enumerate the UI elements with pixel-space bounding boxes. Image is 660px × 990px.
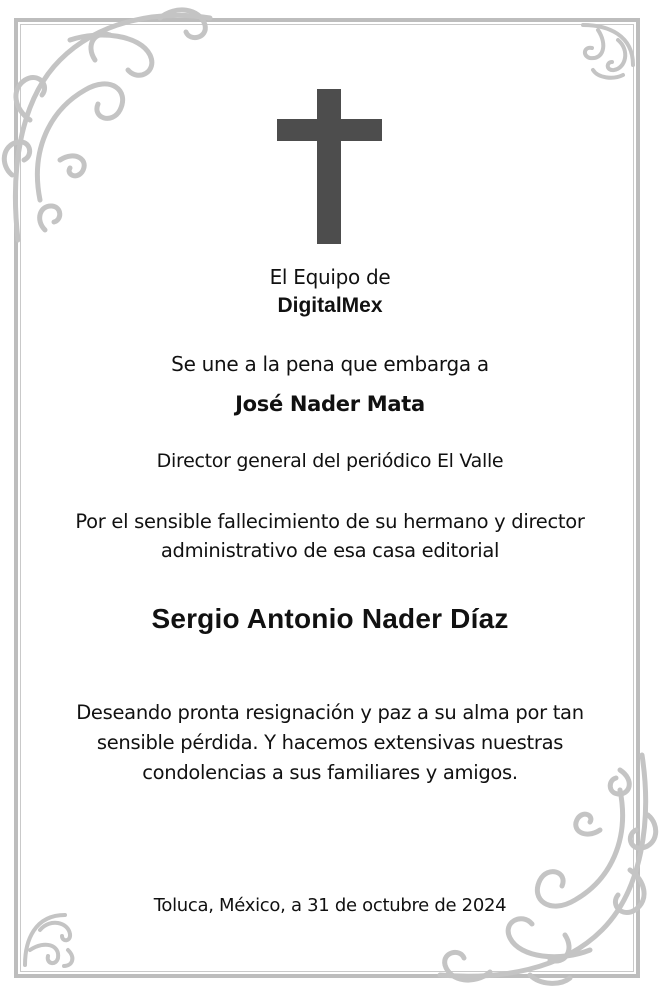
wishes-paragraph: [30, 698, 630, 788]
cross-horizontal-bar: [277, 119, 382, 141]
place-date: Toluca, México, a 31 de octubre de 2024: [153, 895, 507, 916]
reason-paragraph: [30, 507, 630, 565]
reason-line: Por el sensible fallecimiento de su hermano y director: [75, 510, 585, 533]
cross-icon: [277, 89, 382, 244]
recipient-title: Director general del periódico El Valle: [156, 450, 504, 472]
condolence-intro: Se une a la pena que embarga a: [171, 352, 489, 376]
wishes-line: sensible pérdida. Y hacemos extensivas nuestras: [96, 731, 564, 754]
wishes-line: Deseando pronta resignación y paz a su alma por tan: [76, 701, 584, 724]
floral-ornament-top-right-icon: [578, 20, 638, 85]
wishes-line: condolencias a sus familiares y amigos.: [142, 761, 518, 784]
recipient-name: José Nader Mata: [235, 392, 425, 416]
cross-vertical-bar: [317, 89, 341, 244]
reason-line: administrativo de esa casa editorial: [160, 539, 500, 562]
deceased-name: Sergio Antonio Nader Díaz: [151, 603, 509, 634]
team-line: El Equipo de: [269, 265, 391, 289]
brand-name: DigitalMex: [277, 294, 383, 317]
floral-ornament-bottom-left-icon: [20, 910, 80, 970]
floral-ornament-top-left-icon: [0, 0, 220, 245]
